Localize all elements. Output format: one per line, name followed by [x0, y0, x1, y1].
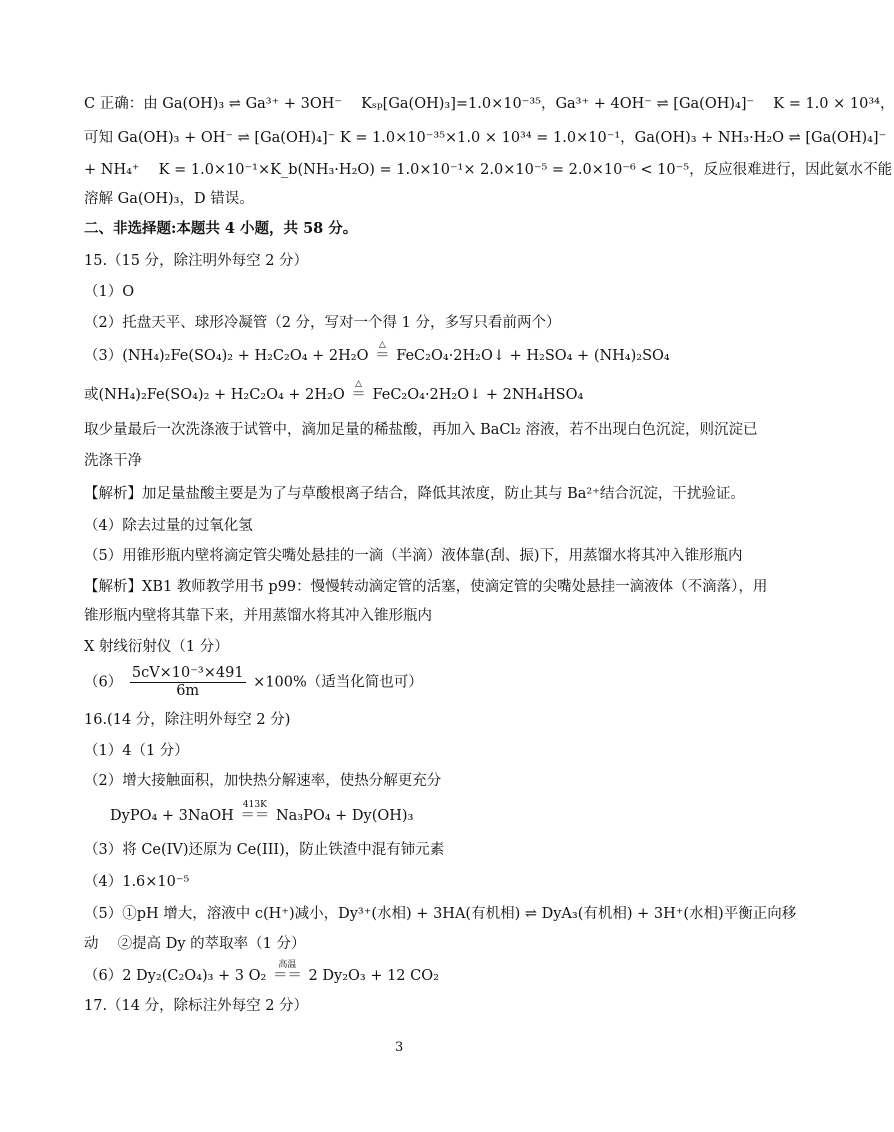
q15-wash-check-cont: 洗涤干净 [84, 453, 142, 469]
q15-analysis-2-cont: 锥形瓶内壁将其靠下来，并用蒸馏水将其冲入锥形瓶内 [84, 608, 432, 624]
page-number: 3 [395, 1040, 404, 1055]
q15-6-tail: ×100%（适当化简也可） [253, 674, 423, 691]
heat-equals-sign: △ ＝ [351, 379, 366, 403]
q16-3: （3）将 Ce(IV)还原为 Ce(III)，防止铁渣中混有铈元素 [84, 842, 445, 858]
q16-5: （5）①pH 增大，溶液中 c(H⁺)减小，Dy³⁺(水相) + 3HA(有机相) ⇌ DyA₃(有机相) + 3H⁺(水相)平衡正向移 [84, 906, 797, 922]
fraction-denominator: 6m [176, 683, 200, 699]
q17-header: 17.（14 分，除标注外每空 2 分） [84, 998, 309, 1014]
equation-left: （6）2 Dy₂(C₂O₄)₃ + 3 O₂ [84, 968, 267, 984]
equation-right: FeC₂O₄·2H₂O↓ + H₂SO₄ + (NH₄)₂SO₄ [396, 348, 670, 364]
fraction [130, 665, 246, 700]
q15-analysis-1: 【解析】加足量盐酸主要是为了与草酸根离子结合，降低其浓度，防止其与 Ba²⁺结合沉淀，干扰验证。 [84, 486, 745, 502]
q15-3-equation-1 [84, 340, 670, 366]
q15-1: （1）O [84, 284, 135, 300]
fraction-numerator: 5cV×10⁻³×491 [131, 665, 244, 681]
section-heading: 二、非选择题:本题共 4 小题，共 58 分。 [84, 220, 358, 237]
q15-4: （4）除去过量的过氧化氢 [84, 518, 253, 534]
q15-5: （5）用锥形瓶内壁将滴定管尖嘴处悬挂的一滴（半滴）液体靠(刮、振)下，用蒸馏水将其冲入锥形瓶内 [84, 548, 743, 564]
q16-2-equation [110, 800, 414, 826]
line-ga-c-correct: C 正确：由 Ga(OH)₃ ⇌ Ga³⁺ + 3OH⁻ Kₛₚ[Ga(OH)₃]=1.0×10⁻³⁵，Ga³⁺ + 4OH⁻ ⇌ [Ga(OH)₄]⁻ K = 1.0 × 10³⁴， [84, 96, 894, 112]
line-d-wrong: 溶解 Ga(OH)₃，D 错误。 [84, 191, 254, 207]
equation-left: （3）(NH₄)₂Fe(SO₄)₂ + H₂C₂O₄ + 2H₂O [84, 348, 369, 364]
q16-4: （4）1.6×10⁻⁵ [84, 874, 190, 890]
q16-5-cont: 动 ②提高 Dy 的萃取率（1 分） [84, 936, 306, 952]
q16-6 [84, 960, 439, 986]
heat-equals-sign: △ ＝ [375, 340, 390, 364]
line-ga-nh3-k: + NH₄⁺ K = 1.0×10⁻¹×K_b(NH₃·H₂O) = 1.0×10⁻¹× 2.0×10⁻⁵ = 2.0×10⁻⁶ < 10⁻⁵，反应很难进行，因此氨水不能 [84, 162, 893, 178]
equation-right: Na₃PO₄ + Dy(OH)₃ [275, 808, 414, 824]
q16-2: （2）增大接触面积，加快热分解速率，使热分解更充分 [84, 773, 442, 789]
q15-wash-check: 取少量最后一次洗涤液于试管中，滴加足量的稀盐酸，再加入 BaCl₂ 溶液，若不出现白色沉淀，则沉淀已 [84, 422, 758, 438]
line-ga-k-calc: 可知 Ga(OH)₃ + OH⁻ ⇌ [Ga(OH)₄]⁻ K = 1.0×10⁻³⁵×1.0 × 10³⁴ = 1.0×10⁻¹，Ga(OH)₃ + NH₃·H₂O ⇌ [Ga(OH)₄]⁻ [84, 130, 887, 146]
q15-6 [84, 665, 423, 700]
q15-6-label: （6） [84, 674, 123, 691]
q15-xrd: X 射线衍射仪（1 分） [84, 639, 229, 655]
q15-header: 15.（15 分，除注明外每空 2 分） [84, 253, 309, 269]
condition-equals-sign: 413K ＝＝ [240, 800, 270, 824]
equation-right: FeC₂O₄·2H₂O↓ + 2NH₄HSO₄ [372, 387, 584, 403]
equation-left: DyPO₄ + 3NaOH [110, 808, 234, 824]
q15-analysis-2: 【解析】XB1 教师教学用书 p99：慢慢转动滴定管的活塞，使滴定管的尖嘴处悬挂一滴液体（不滴落），用 [84, 579, 768, 595]
q16-1: （1）4（1 分） [84, 743, 189, 759]
equation-right: 2 Dy₂O₃ + 12 CO₂ [308, 968, 439, 984]
q16-header: 16.(14 分，除注明外每空 2 分) [84, 712, 291, 728]
condition-equals-sign: 高温 ＝＝ [272, 960, 302, 984]
q15-3-equation-2 [84, 379, 584, 405]
q15-2: （2）托盘天平、球形冷凝管（2 分，写对一个得 1 分，多写只看前两个） [84, 315, 561, 331]
equation-left: 或(NH₄)₂Fe(SO₄)₂ + H₂C₂O₄ + 2H₂O [84, 387, 345, 403]
